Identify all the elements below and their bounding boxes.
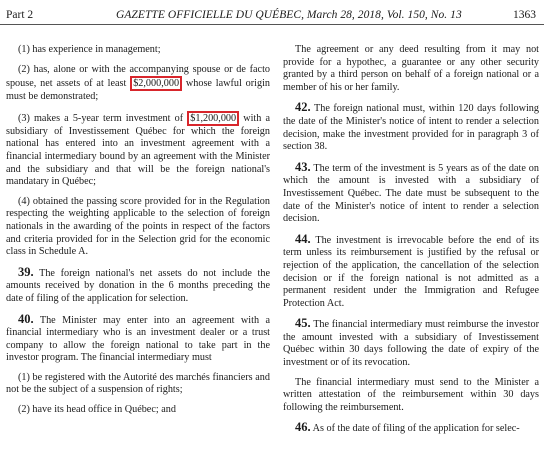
paragraph-attestation-text: The financial intermediary must send to the Minister a written attestation of the reimbursement within 30 days following the reimbursement. [283,376,539,413]
highlight-net-assets-amount: $2,000,000 [130,76,182,91]
page-number: 1363 [513,9,536,21]
section-39-number: 39. [18,264,34,279]
section-42-number: 42. [295,100,311,115]
right-column [283,44,539,443]
section-39-text: The foreign national's net assets do not include the amounts received by donation in the 6 months preceding the date of filing of the application for selection. [6,267,270,304]
header-rule [0,24,544,25]
section-46-number: 46. [295,420,311,435]
page-part-label: Part 2 [6,9,34,21]
section-39 [6,266,270,306]
paragraph-attestation [283,377,539,415]
paragraph-2-text-after: whose lawful origin must be demonstrated; [6,78,271,103]
section-44-text: The investment is irrevocable before the end of its term unless its reimbursement is justified by the refusal or rejection of the application, the cancellation of the selection decision or if the foreign national is not admitted as a permanent resident under the Immigration and Refugee Protection Act. [283,234,539,309]
paragraph-3-text-before: (3) makes a 5-year term investment of [18,112,184,124]
paragraph-agreement [283,44,539,94]
gazette-running-title: GAZETTE OFFICIELLE DU QUÉBEC, March 28, 2018, Vol. 150, No. 13 [116,9,462,21]
section-42 [283,101,539,153]
paragraph-1 [6,44,270,57]
section-40-item-1-text: (1) be registered with the Autorité des marchés financiers and not be the subject of a suspension of rights; [6,371,270,396]
paragraph-2 [6,64,270,104]
section-40-item-1 [6,372,270,397]
paragraph-4-text: (4) obtained the passing score provided for in the Regulation respecting the weighting applicable to the selection of foreign nationals in the awarding of the points in respect of the factors and criteria provided for in the Selection grid for the economic class in Schedule A. [6,195,270,258]
section-43-text: The term of the investment is 5 years as of the date on which the amount is invested with a subsidiary of Investissement Québec. The date must be subsequent to the date of the Minister's notice of intent to render a selection decision. [283,162,539,225]
section-40 [6,313,270,365]
left-column [6,44,270,424]
paragraph-2-text-before: (2) has, alone or with the accompanying spouse or de facto spouse, net assets of at least [6,63,270,90]
section-46-text: As of the date of filing of the application for selec- [312,423,520,435]
paragraph-3-text-after: with a subsidiary of Investissement Québec for which the foreign national has entered into an investment agreement with a financial intermediary bound by an agreement with the Minister and the subsidiary and that will be the foreign national's mandatary in Québec; [6,112,271,188]
paragraph-1-text: (1) has experience in management; [18,44,161,55]
paragraph-3 [6,111,270,189]
section-46 [283,421,539,436]
section-40-text: The Minister may enter into an agreement with a financial intermediary who is an investment dealer or a trust company to allow the foreign national to take part in the investor program. The financial intermediary must [6,314,270,364]
highlight-investment-amount: $1,200,000 [187,111,239,126]
section-43-number: 43. [295,159,311,174]
section-40-item-2 [6,404,270,417]
section-45-text: The financial intermediary must reimburse the investor the amount invested with a subsidiary of Investissement Québec within 30 days following the date of expiry of the investment or of its revocation. [283,319,539,369]
section-40-number: 40. [18,311,34,326]
paragraph-4 [6,196,270,259]
section-44-number: 44. [295,231,311,246]
section-42-text: The foreign national must, within 120 days following the date of the Minister's notice of intent to render a selection decision, make the investment provided for in paragraph 3 of section 38. [283,103,539,153]
section-40-item-2-text: (2) have its head office in Québec; and [18,404,176,416]
paragraph-agreement-text: The agreement or any deed resulting from it may not provide for a hypothec, a guarantee or any other security granted by a third person on behalf of a foreign national or a member of his or her family. [283,44,539,93]
section-45-number: 45. [295,316,311,331]
section-44 [283,233,539,311]
section-45 [283,317,539,369]
section-43 [283,161,539,226]
